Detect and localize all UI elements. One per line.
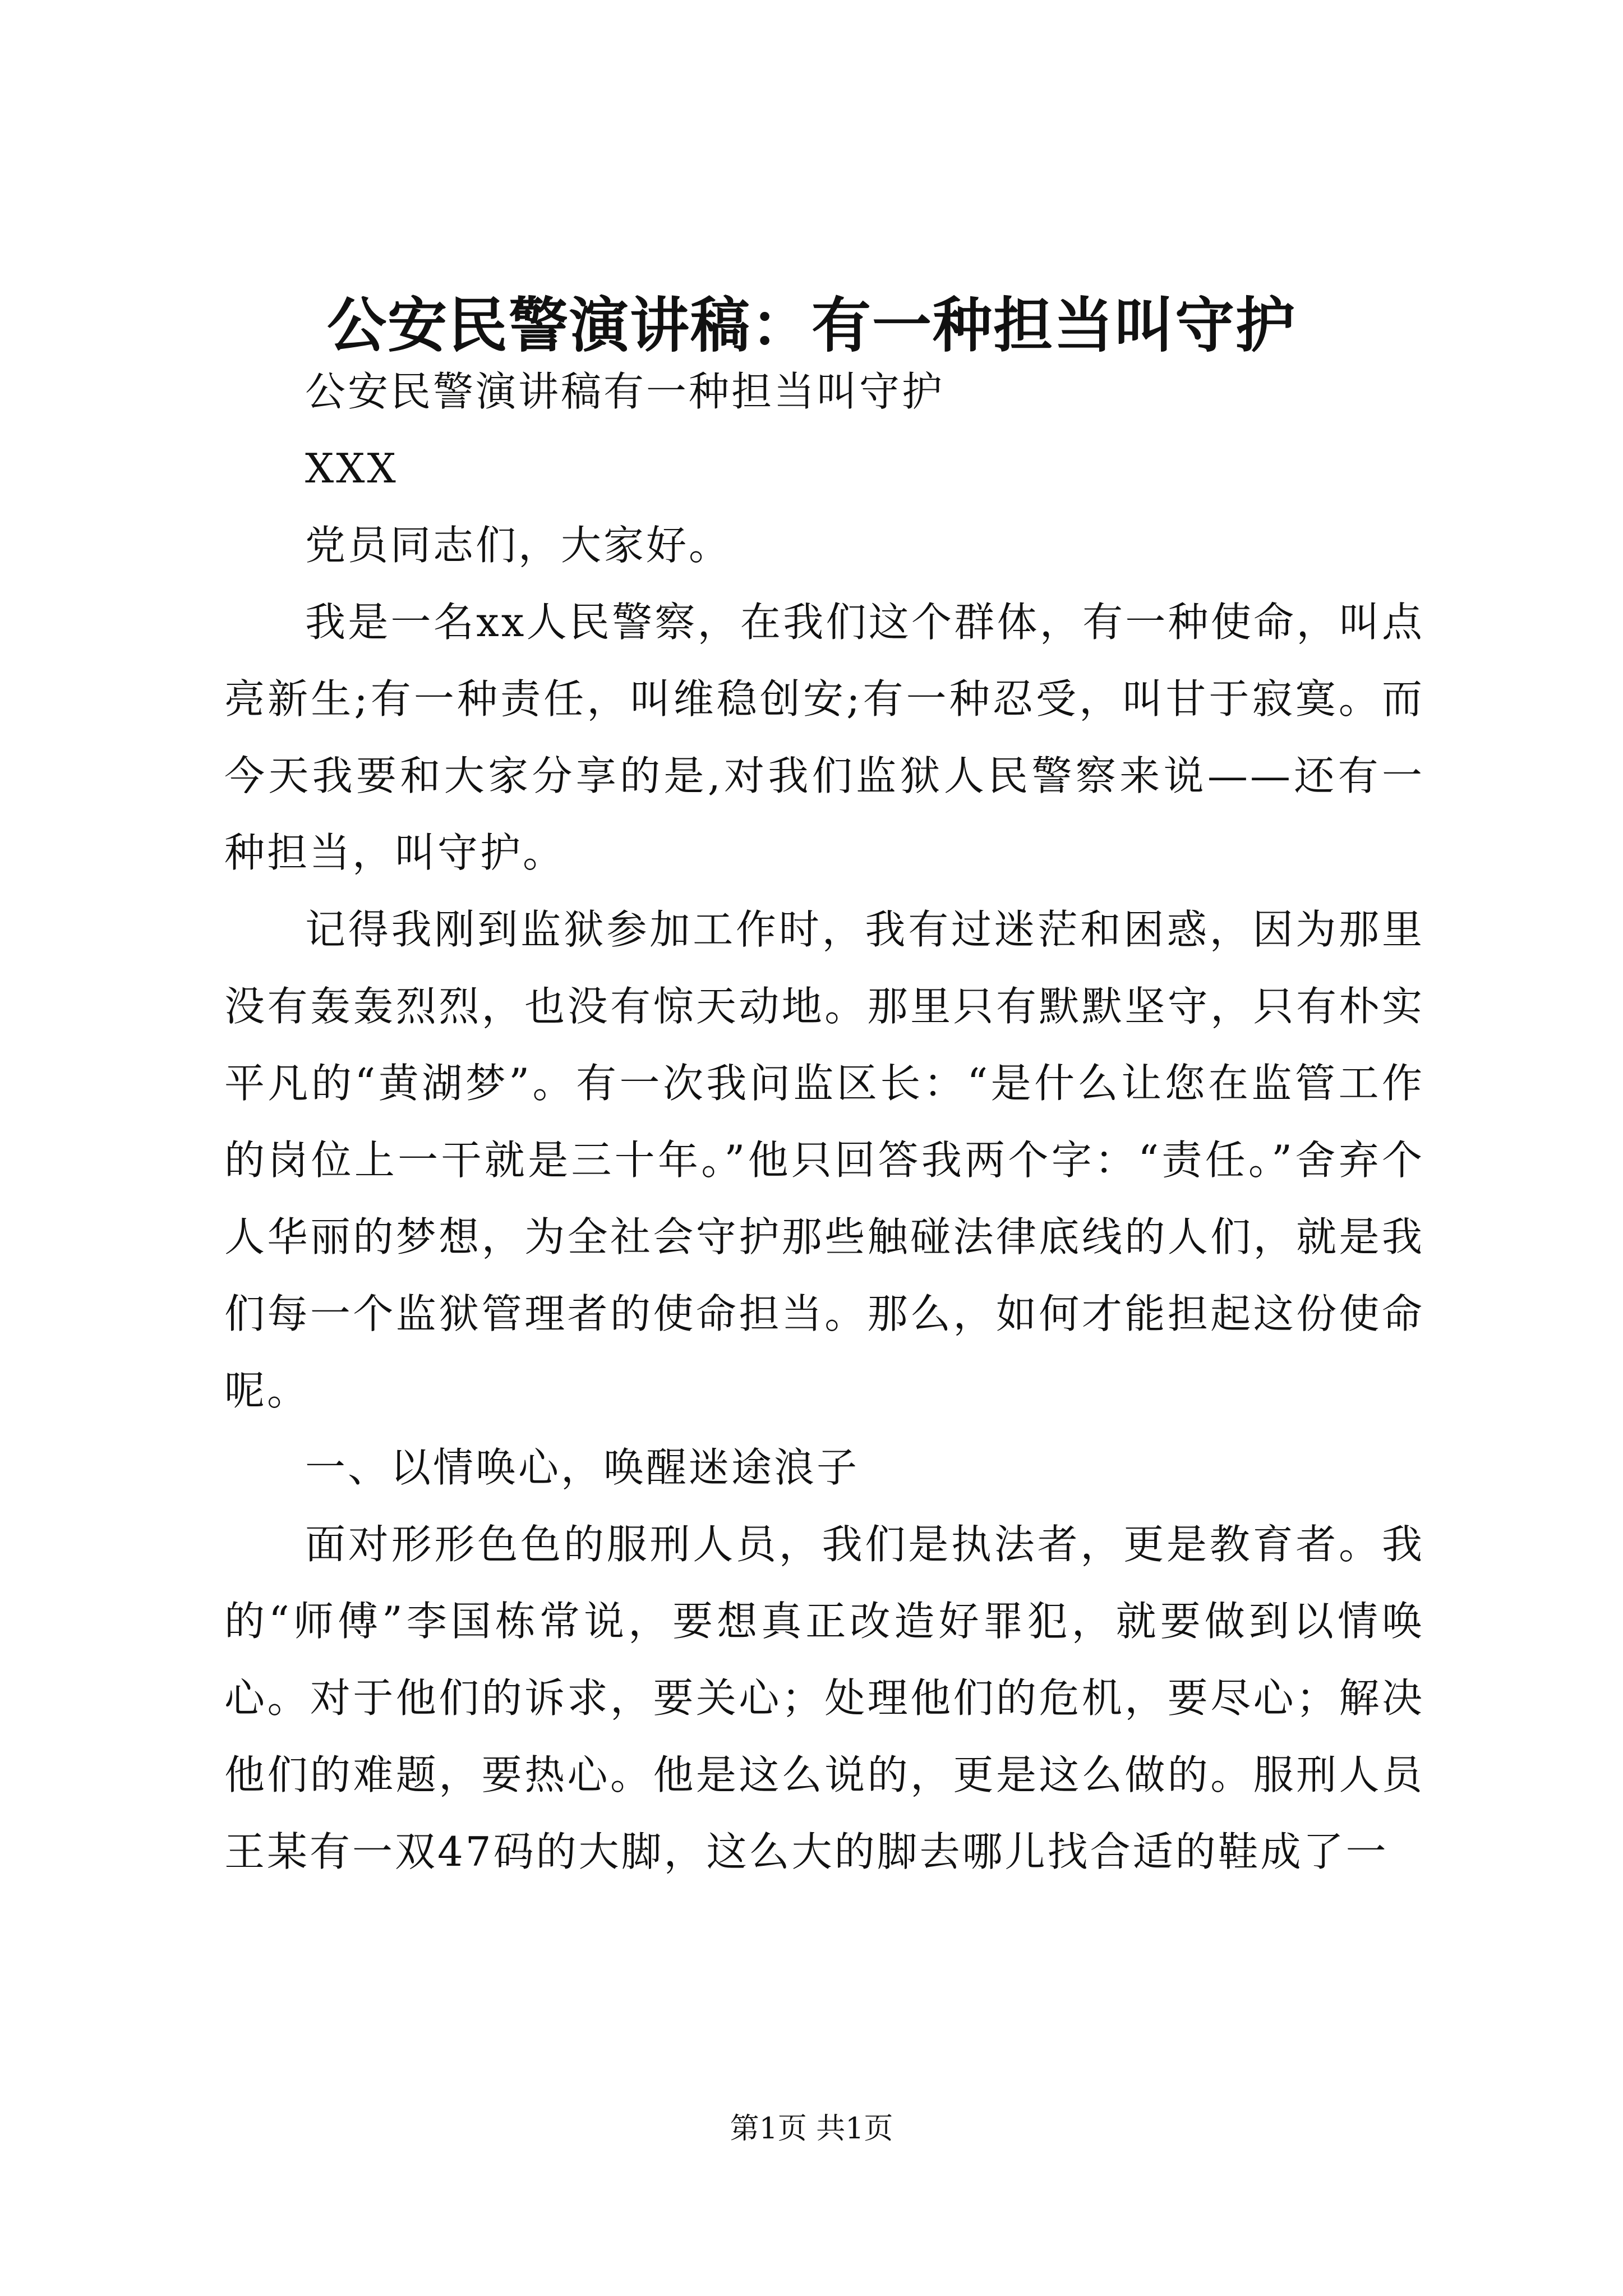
section-heading: 一、以情唤心，唤醒迷途浪子 [305, 1444, 860, 1491]
author-paragraph: XXX [305, 445, 398, 492]
body-paragraph: 记得我刚到监狱参加工作时，我有过迷茫和困惑，因为那里没有轰轰烈烈，也没有惊天动地。那里只有默默坚守，只有朴实平凡的“黄湖梦”。有一次我问监区长：“是什么让您在监管工作的岗位上一干就是三十年。”他只回答我两个字：“责任。”舍弃个人华丽的梦想，为全社会守护那些触碰法律底线的人们，就是我们每一个监狱管理者的使命担当。那么，如何才能担起这份使命呢。 [224, 906, 1424, 1414]
greeting-paragraph: 党员同志们，大家好。 [305, 522, 732, 569]
body-paragraph: 我是一名xx人民警察，在我们这个群体，有一种使命，叫点亮新生;有一种责任，叫维稳创安;有一种忍受，叫甘于寂寞。而今天我要和大家分享的是,对我们监狱人民警察来说——还有一种担当，叫守护。 [224, 599, 1424, 876]
document-body [224, 353, 1424, 1890]
page-footer: 第1页 共1页 [730, 2112, 893, 2146]
body-paragraph: 面对形形色色的服刑人员，我们是执法者，更是教育者。我的“师傅”李国栋常说，要想真正改造好罪犯，就要做到以情唤心。对于他们的诉求，要关心；处理他们的危机，要尽心；解决他们的难题，要热心。他是这么说的，更是这么做的。服刑人员王某有一双47码的大脚，这么大的脚去哪儿找合适的鞋成了一 [224, 1521, 1424, 1875]
document-title: 公安民警演讲稿：有一种担当叫守护 [327, 290, 1296, 360]
subtitle-paragraph: 公安民警演讲稿有一种担当叫守护 [305, 368, 945, 415]
